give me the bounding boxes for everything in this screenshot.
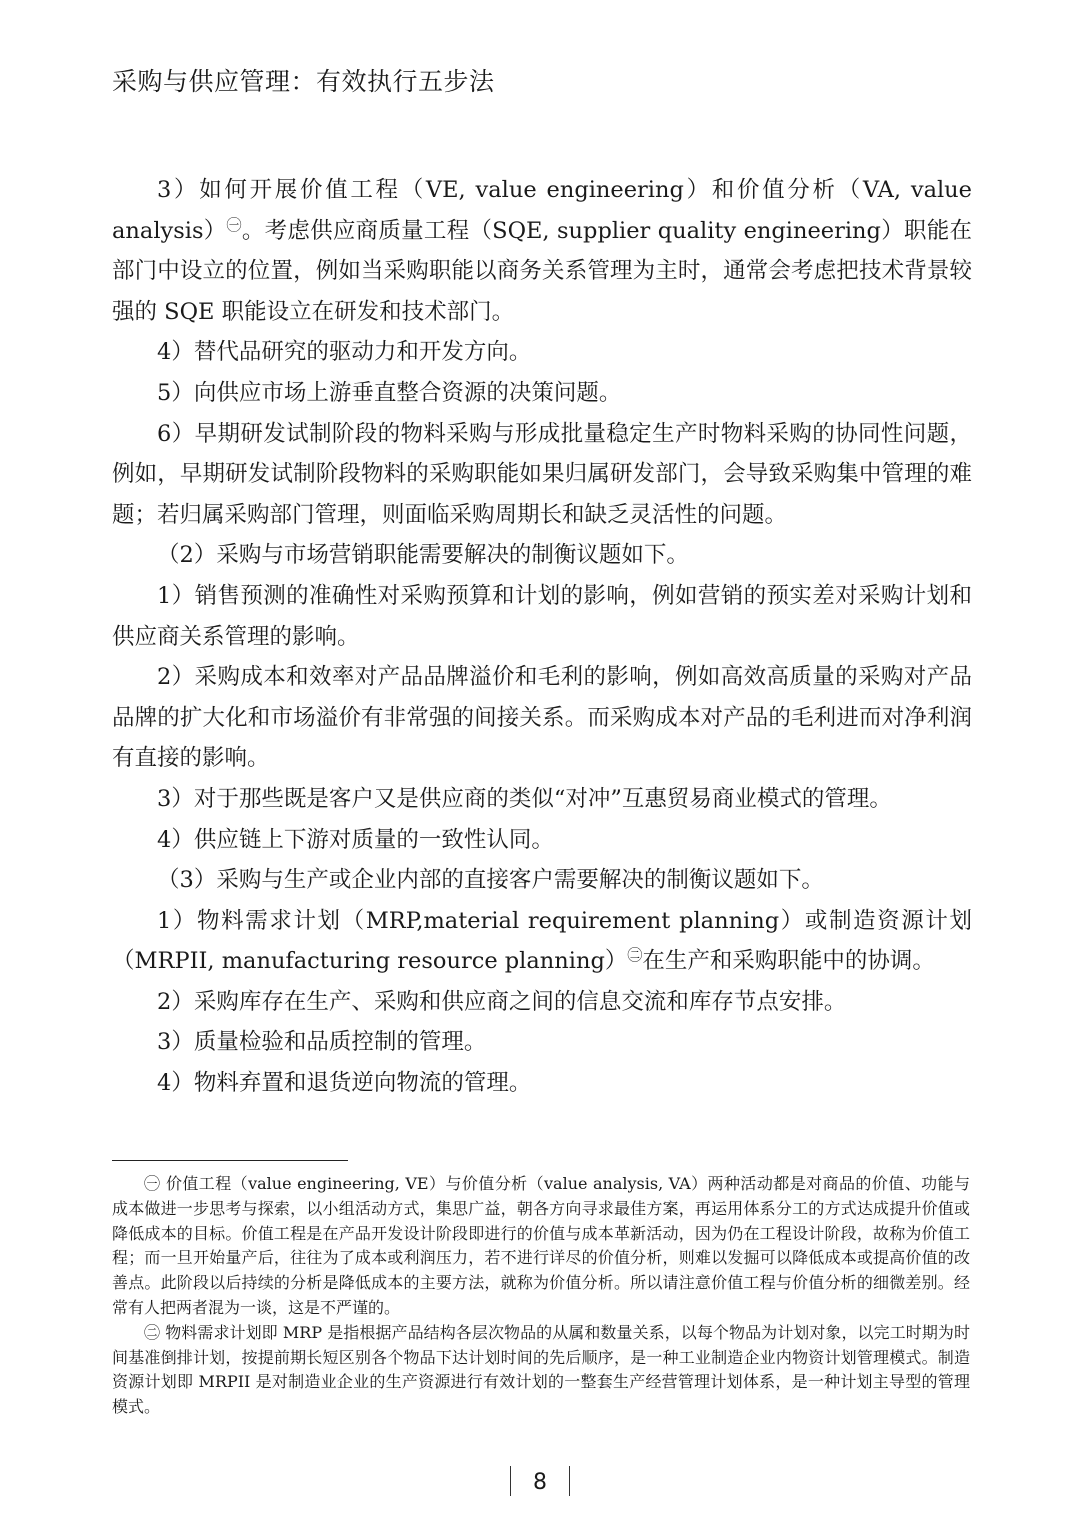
paragraph: （2）采购与市场营销职能需要解决的制衡议题如下。: [157, 542, 689, 569]
footnote-mark: ㊁: [144, 1322, 161, 1342]
paragraph: 4）供应链上下游对质量的一致性认同。: [157, 826, 554, 853]
footnote-text: 价值工程（value engineering, VE）与价值分析（value analysis, VA）两种活动都是对商品的价值、功能与成本做进一步思考与探索，以小组活动方式，集思广益，朝各方向寻求最佳方案，再运用体系分工的方式达成提升价值或降低成本的目标。价值工程是在产品开发设计阶段即进行的价值与成本革新活动，因为仍在工程设计阶段，故称为价值工程；而一旦开始量产后，往往为了成本或利润压力，若不进行详尽的价值分析，则难以发掘可以降低成本或提高价值的改善点。此阶段以后持续的分析是降低成本的主要方法，就称为价值分析。所以请注意价值工程与价值分析的细微差别。经常有人把两者混为一谈，这是不严谨的。: [112, 1174, 970, 1317]
paragraph: 4）替代品研究的驱动力和开发方向。: [157, 339, 532, 366]
paragraph: 5）向供应市场上游垂直整合资源的决策问题。: [157, 379, 622, 406]
paragraph: 4）物料弃置和退货逆向物流的管理。: [157, 1070, 532, 1097]
footnote-1: [112, 1172, 970, 1321]
paragraph: [112, 901, 972, 982]
paragraph-text: 3）如何开展价值工程（VE, value engineering）和价值分析（VA, value analysis）: [112, 177, 972, 244]
running-header: 采购与供应管理：有效执行五步法: [112, 67, 495, 96]
paragraph-text: 。考虑供应商质量工程（SQE, supplier quality engineering）职能在部门中设立的位置，例如当采购职能以商务关系管理为主时，通常会考虑把技术背景较强的 SQE 职能设立在研发和技术部门。: [112, 217, 972, 325]
paragraph: 3）对于那些既是客户又是供应商的类似“对冲”互惠贸易商业模式的管理。: [157, 785, 892, 812]
footnote-marker-1: ㊀: [226, 215, 242, 234]
paragraph: 6）早期研发试制阶段的物料采购与形成批量稳定生产时物料采购的协同性问题，例如，早期研发试制阶段物料的采购职能如果归属研发部门，会导致采购集中管理的难题；若归属采购部门管理，则面临采购周期长和缺乏灵活性的问题。: [112, 420, 972, 528]
paragraph-text: 在生产和采购职能中的协调。: [642, 948, 935, 975]
paragraph: （3）采购与生产或企业内部的直接客户需要解决的制衡议题如下。: [157, 867, 824, 894]
paragraph: 2）采购成本和效率对产品品牌溢价和毛利的影响，例如高效高质量的采购对产品品牌的扩大化和市场溢价有非常强的间接关系。而采购成本对产品的毛利进而对净利润有直接的影响。: [112, 664, 972, 772]
paragraph: [112, 170, 972, 332]
page-number: 8: [533, 1469, 547, 1495]
body-text: [112, 170, 972, 1104]
paragraph: 1）销售预测的准确性对采购预算和计划的影响，例如营销的预实差对采购计划和供应商关系管理的影响。: [112, 582, 972, 650]
paragraph-text: 1）物料需求计划（MRP,material requirement planning）或制造资源计划（MRPII, manufacturing resource planning）: [112, 907, 972, 975]
paragraph: 2）采购库存在生产、采购和供应商之间的信息交流和库存节点安排。: [157, 988, 847, 1015]
paragraph: 3）质量检验和品质控制的管理。: [157, 1029, 487, 1056]
footnote-divider: [112, 1160, 348, 1161]
footnote-2: [112, 1321, 970, 1420]
footnote-text: 物料需求计划即 MRP 是指根据产品结构各层次物品的从属和数量关系，以每个物品为计划对象，以完工时期为时间基准倒排计划，按提前期长短区别各个物品下达计划时间的先后顺序，是一种工业制造企业内物资计划管理模式。制造资源计划即 MRPII 是对制造业企业的生产资源进行有效计划的一整套生产经营管理计划体系，是一种计划主导型的管理模式。: [112, 1322, 970, 1417]
footnotes: [112, 1172, 970, 1420]
footnote-marker-2: ㊁: [627, 946, 643, 965]
footnote-mark: ㊀: [144, 1174, 161, 1193]
page-number-box: [506, 1464, 574, 1500]
page-number-bar-left: [510, 1466, 511, 1496]
page-number-bar-right: [569, 1466, 570, 1496]
